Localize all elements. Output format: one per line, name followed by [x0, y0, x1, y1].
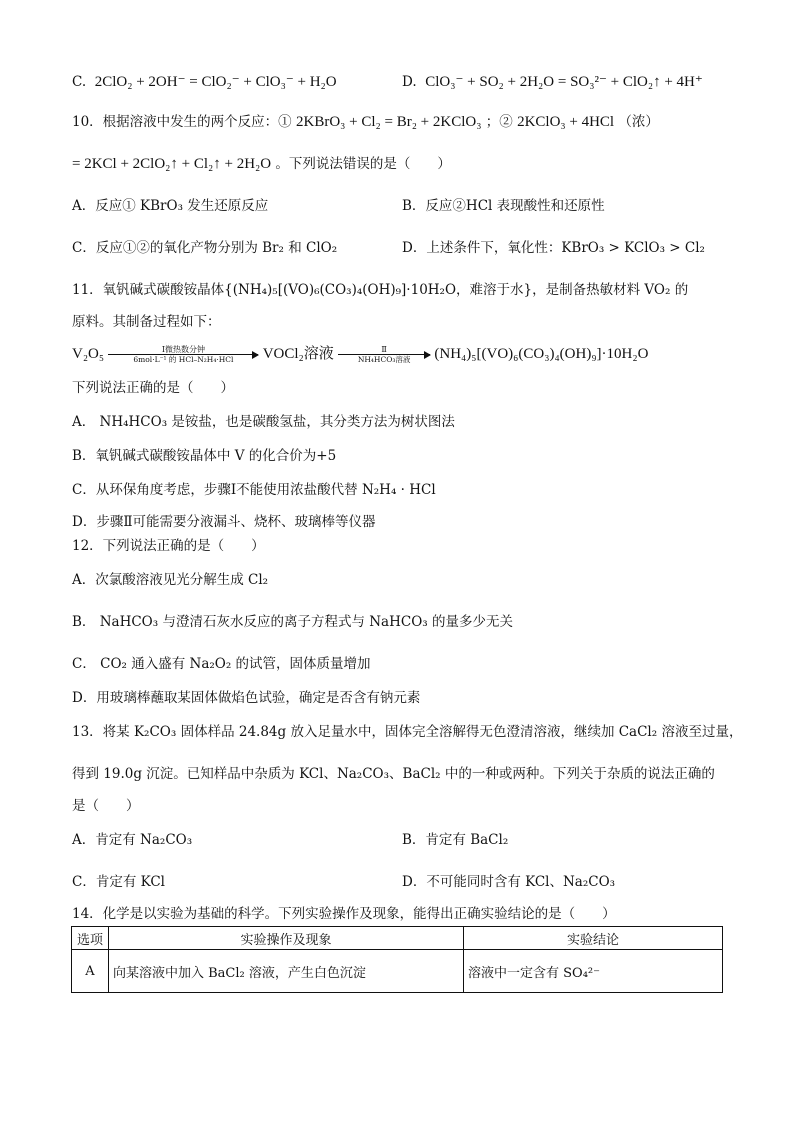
q9-option-d-equation: ClO₃⁻ + SO₂ + 2H₂O = SO₃²⁻ + ClO₂↑ + 4H⁺: [425, 74, 703, 90]
q11-step1-condition-top: Ⅰ微热数分钟: [161, 345, 205, 354]
header-operation: 实验操作及现象: [109, 927, 464, 950]
q10-reaction-2b: = 2KCl + 2ClO₂↑ + Cl₂↑ + 2H₂O: [72, 156, 272, 172]
row-conclusion: 溶液中一定含有 SO₄²⁻: [464, 950, 723, 993]
q12-option-b: B． NaHCO₃ 与澄清石灰水反应的离子方程式与 NaHCO₃ 的量多少无关: [72, 614, 513, 630]
q9-option-c: C. 2ClO₂ + 2OH⁻ = ClO₂⁻ + ClO₃⁻ + H₂O: [72, 74, 337, 90]
header-conclusion: 实验结论: [464, 927, 723, 950]
q10-reaction-2a: 2KClO₃ + 4HCl: [517, 114, 615, 130]
q12-option-a: A．次氯酸溶液见光分解生成 Cl₂: [72, 572, 269, 588]
q12-option-d: D．用玻璃棒蘸取某固体做焰色试验，确定是否含有钠元素: [72, 690, 421, 706]
header-option: 选项: [72, 927, 109, 950]
q11-step2-condition-bottom: NH₄HCO₃溶液: [357, 355, 411, 364]
q11-option-b: B．氧钒碱式碳酸铵晶体中 V 的化合价为+5: [72, 448, 337, 464]
q11-start-material: V₂O₅: [72, 346, 105, 362]
row-operation: 向某溶液中加入 BaCl₂ 溶液，产生白色沉淀: [109, 950, 464, 993]
arrow-right-icon: [338, 354, 430, 355]
q13-option-d: D．不可能同时含有 KCl、Na₂CO₃: [402, 874, 616, 890]
q11-step2-arrow: [338, 345, 430, 364]
q11-intermediate: VOCl₂溶液: [262, 346, 334, 362]
row-option: A: [72, 950, 109, 993]
q9-option-c-equation: 2ClO₂ + 2OH⁻ = ClO₂⁻ + ClO₃⁻ + H₂O: [94, 74, 337, 90]
q10-stem-line2: = 2KCl + 2ClO₂↑ + Cl₂↑ + 2H₂O 。下列说法错误的是（ ）: [72, 156, 451, 172]
q11-option-c: C．从环保角度考虑，步骤Ⅰ不能使用浓盐酸代替 N₂H₄ · HCl: [72, 482, 436, 498]
arrow-right-icon: [108, 354, 258, 355]
q11-step2-condition-top: Ⅱ: [381, 345, 387, 354]
q14-stem: 14．化学是以实验为基础的科学。下列实验操作及现象，能得出正确实验结论的是（ ）: [72, 906, 616, 922]
table-row: [72, 950, 723, 993]
q10-option-c: C．反应①②的氧化产物分别为 Br₂ 和 ClO₂: [72, 240, 338, 256]
q11-process-flow: [72, 342, 648, 366]
q11-option-a: A． NH₄HCO₃ 是铵盐，也是碳酸氢盐，其分类方法为树状图法: [72, 414, 455, 430]
q10-option-d: D．上述条件下，氧化性：KBrO₃ > KClO₃ > Cl₂: [402, 240, 705, 256]
q11-step1-arrow: [108, 345, 258, 364]
q9-option-d: D. ClO₃⁻ + SO₂ + 2H₂O = SO₃²⁻ + ClO₂↑ + 4H⁺: [402, 74, 703, 90]
q10-option-a: A．反应① KBrO₃ 发生还原反应: [72, 198, 269, 214]
q13-option-c: C．肯定有 KCl: [72, 874, 165, 890]
q11-step1-condition-bottom: 6mol·L⁻¹ 的 HCl–N₂H₄·HCl: [133, 355, 234, 364]
q13-stem-line3: 是（ ）: [72, 798, 140, 814]
q11-stem-line2: 原料。其制备过程如下：: [72, 314, 221, 330]
q10-reaction-1: 2KBrO₃ + Cl₂ = Br₂ + 2KClO₃: [295, 114, 482, 130]
q13-stem-line2: 得到 19.0g 沉淀。已知样品中杂质为 KCl、Na₂CO₃、BaCl₂ 中的一种或两种。下列关于杂质的说法正确的: [72, 766, 715, 782]
q11-stem-line3: 下列说法正确的是（ ）: [72, 380, 234, 396]
q13-stem-line1: 13．将某 K₂CO₃ 固体样品 24.84g 放入足量水中，固体完全溶解得无色澄清溶液，继续加 CaCl₂ 溶液至过量，: [72, 724, 743, 740]
q13-option-b: B．肯定有 BaCl₂: [402, 832, 509, 848]
q14-experiment-table: [71, 926, 723, 993]
table-header-row: [72, 927, 723, 950]
q12-option-c: C． CO₂ 通入盛有 Na₂O₂ 的试管，固体质量增加: [72, 656, 371, 672]
q12-stem: 12．下列说法正确的是（ ）: [72, 538, 265, 554]
q11-product: (NH₄)₅[(VO)₆(CO₃)₄(OH)₉]·10H₂O: [434, 346, 649, 362]
q11-option-d: D．步骤Ⅱ可能需要分液漏斗、烧杯、玻璃棒等仪器: [72, 514, 376, 530]
q10-option-b: B．反应②HCl 表现酸性和还原性: [402, 198, 605, 214]
q13-option-a: A．肯定有 Na₂CO₃: [72, 832, 193, 848]
q10-stem-line1: 10．根据溶液中发生的两个反应：① 2KBrO₃ + Cl₂ = Br₂ + 2KClO₃ ；② 2KClO₃ + 4HCl （浓）: [72, 114, 659, 130]
q11-stem-line1: 11．氧钒碱式碳酸铵晶体{(NH₄)₅[(VO)₆(CO₃)₄(OH)₉]·10H₂O，难溶于水}，是制备热敏材料 VO₂ 的: [72, 282, 689, 298]
